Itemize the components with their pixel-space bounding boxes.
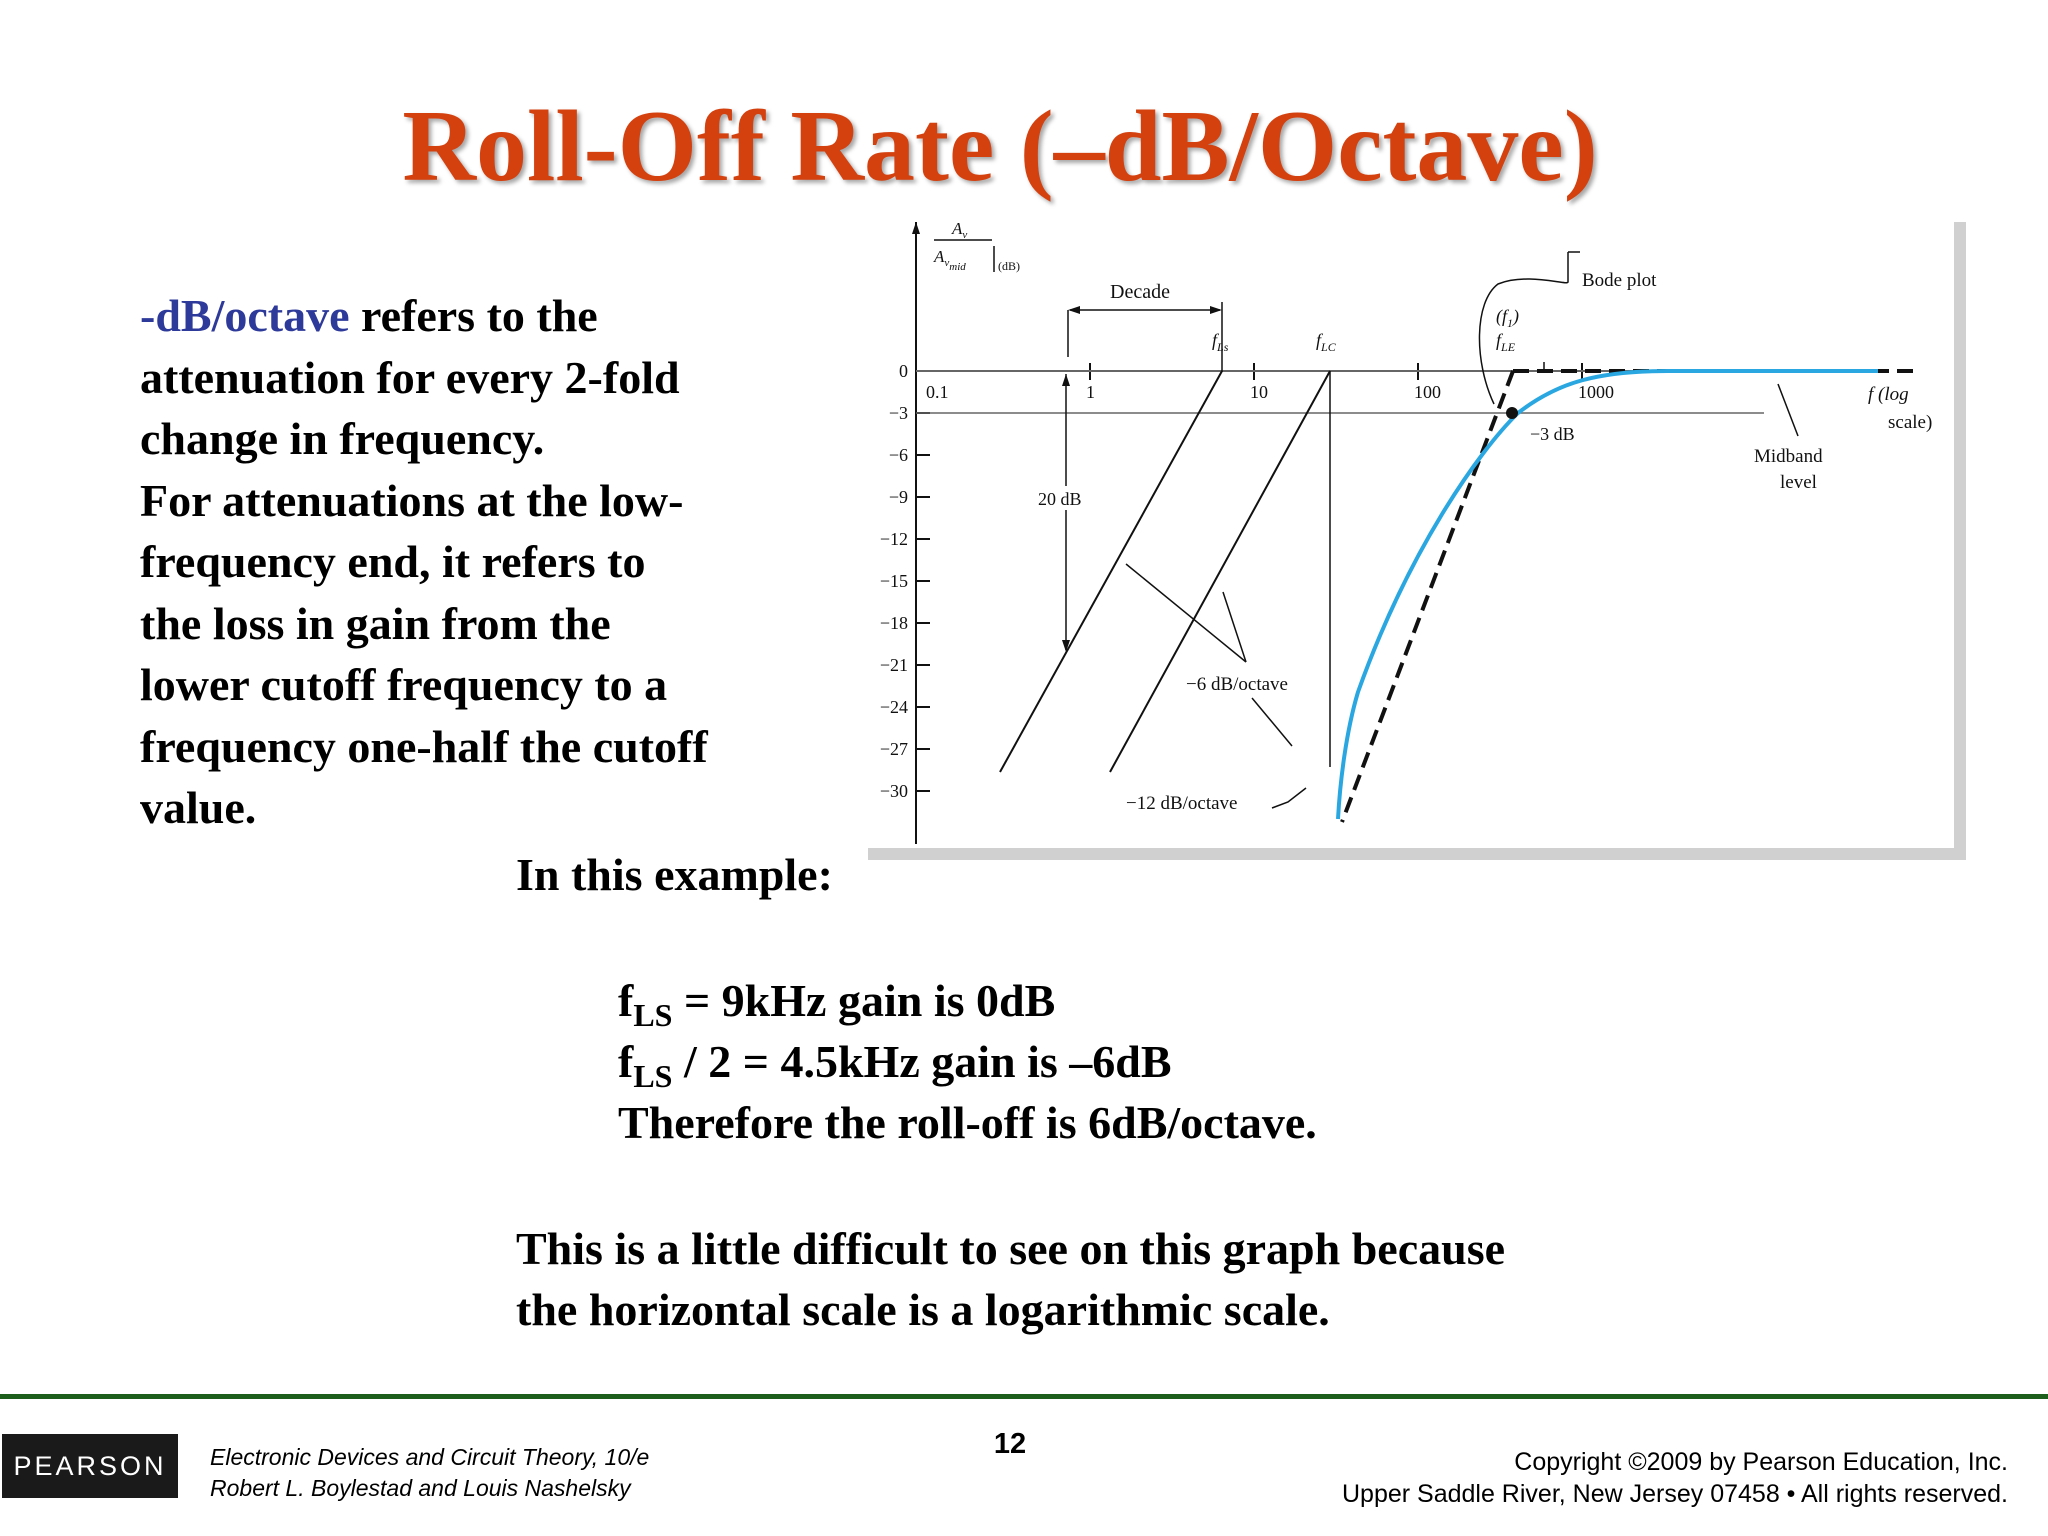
minus3db-point [1506, 407, 1518, 419]
minus3db-label: −3 dB [1530, 424, 1575, 444]
definition-line-rest: refers to the [349, 290, 598, 341]
definition-line: For attenuations at the low- [140, 474, 684, 526]
copyright-notice [1342, 1446, 2008, 1510]
y-tick-label: −24 [879, 697, 908, 717]
bode-plot-label: Bode plot [1582, 270, 1657, 291]
calc-line-3: Therefore the roll-off is 6dB/octave. [618, 1097, 1317, 1148]
calc-f: f [618, 1036, 634, 1087]
bode-plot-figure [868, 222, 1968, 862]
calc-line-2-rest: / 2 = 4.5kHz gain is –6dB [672, 1036, 1172, 1087]
definition-line [140, 285, 800, 347]
calc-sub: LS [633, 997, 673, 1033]
x-tick-label: 10 [1250, 382, 1268, 402]
definition-line: lower cutoff frequency to a [140, 659, 668, 710]
x-tick-label: 100 [1414, 382, 1441, 402]
book-line-1: Electronic Devices and Circuit Theory, 10/e [210, 1444, 650, 1470]
y-label-unit: (dB) [998, 259, 1020, 273]
y-tick-label: −18 [879, 613, 908, 633]
definition-line: change in frequency. [140, 413, 545, 464]
note-line: This is a little difficult to see on this graph because [516, 1223, 1506, 1274]
calculation-block [618, 970, 1317, 1153]
page-number: 12 [993, 1428, 1027, 1460]
copyright-line-1: Copyright ©2009 by Pearson Education, Inc. [1514, 1448, 2008, 1476]
definition-line: frequency end, it refers to [140, 536, 646, 587]
x-tick-label: 0.1 [926, 382, 949, 402]
pearson-logo: PEARSON [2, 1434, 178, 1498]
x-tick-label: 1 [1086, 382, 1095, 402]
f-ls-label: $f_{Ls}$ [1212, 330, 1229, 354]
book-line-2: Robert L. Boylestad and Louis Nashelsky [210, 1475, 631, 1501]
twelve-db-label: −12 dB/octave [1126, 793, 1238, 814]
book-citation [210, 1442, 649, 1504]
calc-line-2 [618, 1031, 1317, 1092]
definition-text [140, 285, 800, 839]
y-label-den: $A_{vmid}$ [934, 247, 966, 273]
example-heading: In this example: [516, 849, 833, 900]
y-tick-label: −9 [888, 487, 908, 507]
decade-label: Decade [1110, 281, 1170, 303]
y-tick-label: −27 [879, 739, 908, 759]
y-tick-label: −3 [888, 403, 908, 423]
x-axis-label-1: f (log [1868, 384, 1909, 405]
definition-line: frequency one-half the cutoff [140, 720, 708, 772]
six-db-label: −6 dB/octave [1186, 674, 1288, 695]
y-tick-label: −30 [879, 781, 908, 801]
f-le-label: $f_{LE}$ [1496, 330, 1516, 354]
definition-line: the loss in gain from the [140, 597, 611, 649]
note-line: the horizontal scale is a logarithmic scale. [516, 1284, 1330, 1335]
x-tick-label: 1000 [1578, 382, 1614, 402]
f1-label: $(f_1)$ [1496, 306, 1519, 330]
midband-label-2: level [1780, 472, 1817, 493]
calc-line-1-rest: = 9kHz gain is 0dB [672, 975, 1056, 1026]
note-text [516, 1218, 1505, 1340]
y-tick-label: 0 [899, 361, 908, 381]
term-highlight: -dB/octave [140, 290, 350, 341]
definition-line: value. [140, 782, 257, 833]
y-label-num: $A_v$ [952, 222, 968, 241]
definition-line: attenuation for every 2-fold [140, 351, 680, 403]
f-lc-label: $f_{LC}$ [1316, 330, 1336, 354]
y-tick-label: −21 [879, 655, 908, 675]
calc-line-1 [618, 970, 1317, 1031]
copyright-line-2: Upper Saddle River, New Jersey 07458 • All rights reserved. [1341, 1480, 2008, 1508]
twenty-db-label: 20 dB [1038, 489, 1082, 509]
y-tick-label: −12 [879, 529, 908, 549]
figure-panel [868, 222, 1954, 848]
slide-title: Roll-Off Rate (–dB/Octave) [402, 90, 1598, 203]
footer-divider [0, 1394, 2048, 1399]
midband-label-1: Midband [1754, 446, 1823, 467]
x-axis-label-2: scale) [1888, 412, 1933, 433]
calc-f: f [618, 975, 634, 1026]
y-tick-label: −15 [879, 571, 908, 591]
calc-sub: LS [633, 1058, 673, 1094]
y-tick-label: −6 [888, 445, 908, 465]
